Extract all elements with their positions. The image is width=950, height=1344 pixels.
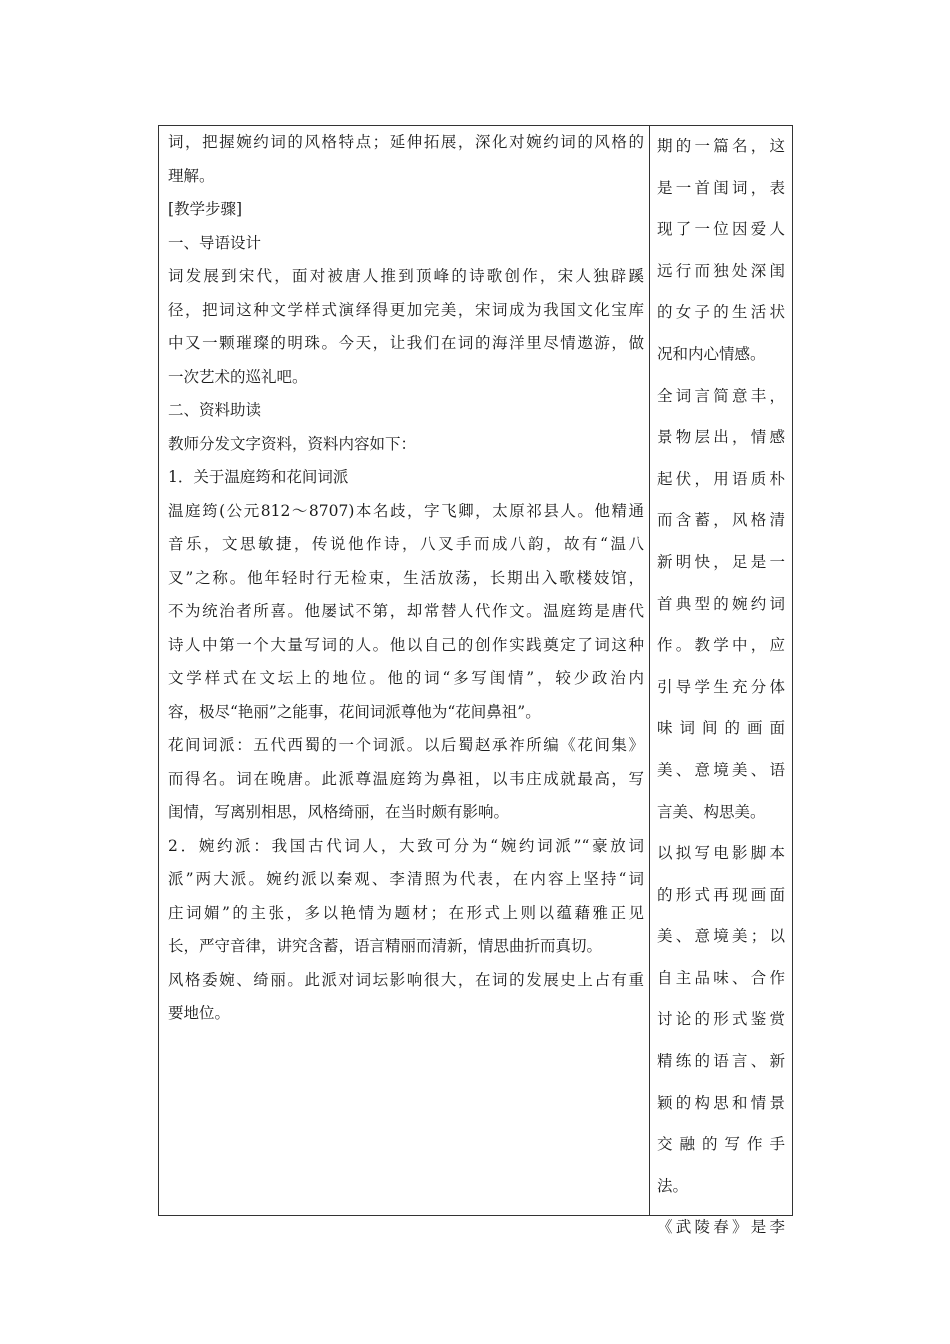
side-note-line: 精练的语言、新 xyxy=(657,1052,785,1071)
main-text-line: 温庭筠(公元812～8707)本名歧，字飞卿，太原祁县人。他精通 xyxy=(168,501,644,520)
side-note-line: 况和内心情感。 xyxy=(657,344,766,363)
side-note-line: 首典型的婉约词 xyxy=(657,594,785,613)
main-text-line: 教师分发文字资料，资料内容如下： xyxy=(168,434,417,453)
main-text-line: 理解。 xyxy=(168,166,215,185)
main-text-line: 2．婉约派：我国古代词人，大致可分为“婉约词派”“豪放词 xyxy=(168,836,644,855)
main-text-line: 风格委婉、绮丽。此派对词坛影响很大，在词的发展史上占有重 xyxy=(168,970,644,989)
side-note-line: 言美、构思美。 xyxy=(657,802,766,821)
main-text-line: 而得名。词在晚唐。此派尊温庭筠为鼻祖，以韦庄成就最高，写 xyxy=(168,769,644,788)
lesson-table xyxy=(158,125,793,1237)
main-text-line: 一、导语设计 xyxy=(168,233,262,252)
side-note-line: 自主品味、合作 xyxy=(657,968,785,987)
main-text-line: 中又一颗璀璨的明珠。今天，让我们在词的海洋里尽情遨游，做 xyxy=(168,334,644,352)
side-note-line: 以拟写电影脚本 xyxy=(657,844,785,863)
main-text-line: 词发展到宋代，面对被唐人推到顶峰的诗歌创作，宋人独辟蹊 xyxy=(168,267,644,285)
side-notes-column xyxy=(657,126,785,1249)
side-note-line: 景物层出，情感 xyxy=(657,428,785,447)
side-note-line: 期的一篇名，这 xyxy=(657,137,785,155)
column-divider xyxy=(649,126,650,1215)
side-note-line: 而含蓄，风格清 xyxy=(657,511,785,530)
main-text-line: 花间词派：五代西蜀的一个词派。以后蜀赵承祚所编《花间集》 xyxy=(168,736,644,754)
main-text-line: 音乐，文思敏捷，传说他作诗，八叉手而成八韵，故有“温八 xyxy=(168,535,644,553)
main-text-line: [教学步骤] xyxy=(168,200,243,218)
main-text-line: 要地位。 xyxy=(168,1004,231,1022)
side-note-line: 全词言简意丰， xyxy=(657,386,785,405)
main-content-column xyxy=(168,126,644,1031)
side-note-line: 的女子的生活状 xyxy=(657,303,785,322)
main-text-line: 闺情，写离别相思，风格绮丽，在当时颇有影响。 xyxy=(168,803,510,821)
side-note-line: 法。 xyxy=(657,1176,689,1195)
side-note-line: 《武陵春》是李 xyxy=(657,1218,785,1237)
main-text-line: 1．关于温庭筠和花间词派 xyxy=(168,468,349,486)
main-text-line: 长，严守音律，讲究含蓄，语言精丽而清新，情思曲折而真切。 xyxy=(168,937,603,955)
side-note-line: 美、意境美、语 xyxy=(657,760,785,779)
main-text-line: 诗人中第一个大量写词的人。他以自己的创作实践奠定了词这种 xyxy=(168,635,644,654)
side-note-line: 颖的构思和情景 xyxy=(657,1093,785,1112)
side-note-line: 引导学生充分体 xyxy=(657,677,785,696)
main-text-line: 派”两大派。婉约派以秦观、李清照为代表，在内容上坚持“词 xyxy=(168,870,644,888)
main-text-line: 不为统治者所喜。他屡试不第，却常替人代作文。温庭筠是唐代 xyxy=(168,602,644,620)
side-note-line: 是一首闺词，表 xyxy=(657,178,785,197)
side-note-line: 新明快，足是一 xyxy=(657,552,785,571)
side-note-line: 起伏，用语质朴 xyxy=(657,469,785,488)
main-text-line: 庄词媚”的主张，多以艳情为题材；在形式上则以蕴藉雅正见 xyxy=(168,903,644,922)
side-note-line: 交融的写作手 xyxy=(657,1135,785,1154)
main-text-line: 叉”之称。他年轻时行无检束，生活放荡，长期出入歌楼妓馆， xyxy=(168,568,644,587)
side-note-line: 讨论的形式鉴赏 xyxy=(657,1010,785,1029)
main-text-line: 径，把词这种文学样式演绎得更加完美，宋词成为我国文化宝库 xyxy=(168,300,644,319)
side-note-line: 远行而独处深闺 xyxy=(657,261,785,280)
side-note-line: 作。教学中，应 xyxy=(657,636,785,655)
main-text-line: 词，把握婉约词的风格特点；延伸拓展，深化对婉约词的风格的 xyxy=(168,133,644,151)
side-note-line: 的形式再现画面 xyxy=(657,885,785,904)
main-text-line: 二、资料助读 xyxy=(168,401,262,419)
side-note-line: 美、意境美；以 xyxy=(657,927,785,946)
side-note-line: 味词间的画面 xyxy=(657,719,785,738)
main-text-line: 容，极尽“艳丽”之能事，花间词派尊他为“花间鼻祖”。 xyxy=(168,702,541,721)
main-text-line: 文学样式在文坛上的地位。他的词“多写闺情”，较少政治内 xyxy=(168,669,644,687)
side-note-line: 现了一位因爱人 xyxy=(657,220,785,239)
main-text-line: 一次艺术的巡礼吧。 xyxy=(168,367,308,386)
